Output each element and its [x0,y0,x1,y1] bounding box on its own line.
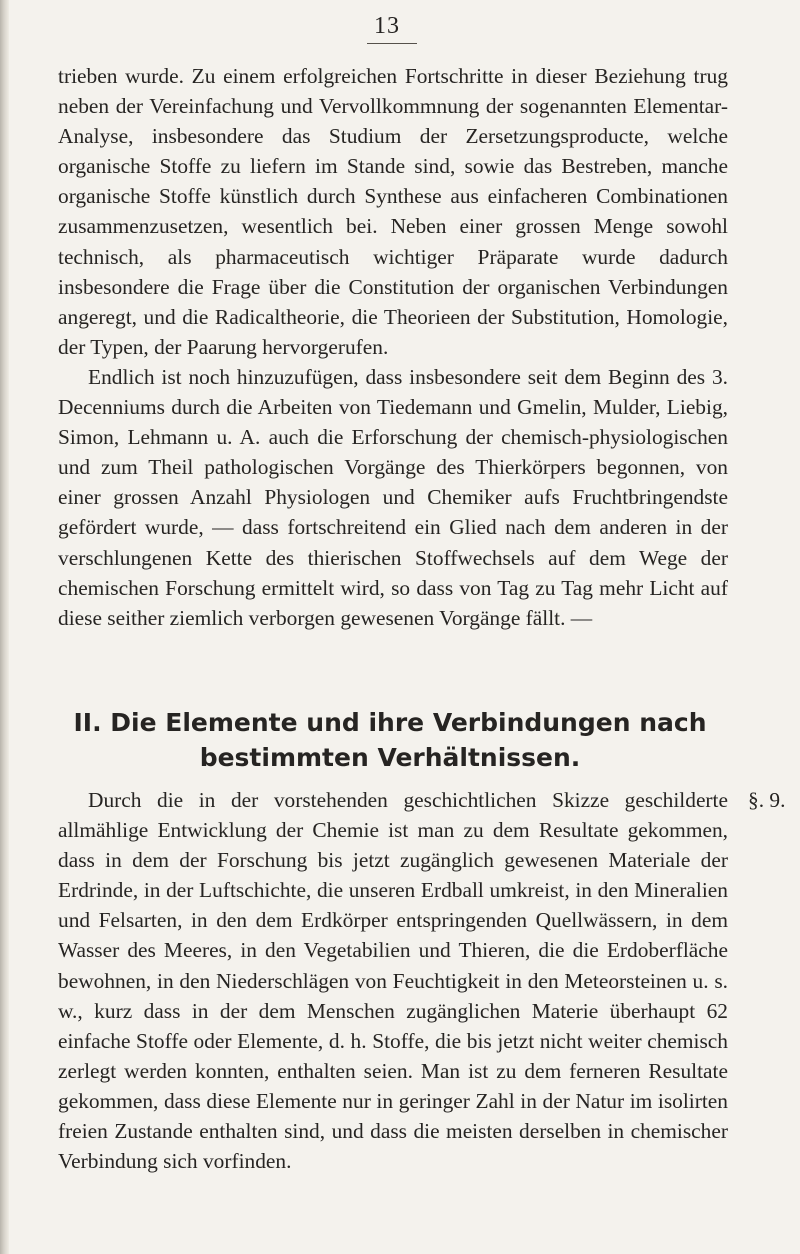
section-heading [40,705,740,775]
section-number-margin-note: §. 9. [748,788,786,812]
section-heading-line-1: II. Die Elemente und ihre Verbindungen nach [73,708,707,737]
page-binding-edge [0,0,9,1254]
elements-text-block [58,785,728,1176]
page-number-underline [367,43,417,44]
historical-text-block [58,61,728,633]
section-heading-line-2: bestimmten Verhältnissen. [199,743,581,772]
paragraph-physiology: Endlich ist noch hinzuzufügen, dass insbesondere seit dem Beginn des 3. Decenniums durch die Arbeiten von Tiedemann und Gmelin, Mulder, Liebig, Simon, Lehmann u. A. auch die Erforschung der chemisch-physiologischen und zum Theil pathologischen Vorgänge des Thierkörpers begonnen, von einer grossen Anzahl Physiologen und Chemiker aufs Fruchtbringendste gefördert wurde, — dass fortschreitend ein Glied nach dem anderen in der verschlungenen Kette des thierischen Stoffwechsels auf dem Wege der chemischen Forschung ermittelt wird, so dass von Tag zu Tag mehr Licht auf diese seither ziemlich verborgen gewesenen Vorgänge fällt. — [58,364,728,630]
page-number: 13 [374,13,400,39]
paragraph-elements: Durch die in der vorstehenden geschichtlichen Skizze geschilderte allmählige Entwicklung der Chemie ist man zu dem Resultate gekommen, dass in dem der Forschung bis jetzt zugänglich gewesenen Materiale der Erdrinde, in der Luftschichte, die unseren Erdball umkreist, in den Mineralien und Felsarten, in den dem Erdkörper entspringenden Quellwässern, in dem Wasser des Meeres, in den Vegetabilien und Thieren, die die Erdoberfläche bewohnen, in den Niederschlägen von Feuchtigkeit in den Meteorsteinen u. s. w., kurz dass in der dem Menschen zugänglichen Materie überhaupt 62 einfache Stoffe oder Elemente, d. h. Stoffe, die bis jetzt nicht weiter chemisch zerlegt werden konnten, enthalten seien. Man ist zu dem ferneren Resultate gekommen, dass diese Elemente nur in geringer Zahl in der Natur im isolirten freien Zustande enthalten sind, und dass die meisten derselben in chemischer Verbindung sich vorfinden. [58,788,728,1174]
paragraph-continuation: trieben wurde. Zu einem erfolgreichen Fortschritte in dieser Beziehung trug neben der Vereinfachung und Vervollkommnung der sogenannten Elementar-Analyse, insbesondere das Studium der Zersetzungsproducte, welche organische Stoffe zu liefern im Stande sind, sowie das Bestreben, manche organische Stoffe künstlich durch Synthese aus einfacheren Combinationen zusammenzusetzen, wesentlich bei. Neben einer grossen Menge sowohl technisch, als pharmaceutisch wichtiger Präparate wurde dadurch insbesondere die Frage über die Constitution der organischen Verbindungen angeregt, und die Radicaltheorie, die Theorieen der Substitution, Homologie, der Typen, der Paarung hervorgerufen. [58,64,728,359]
